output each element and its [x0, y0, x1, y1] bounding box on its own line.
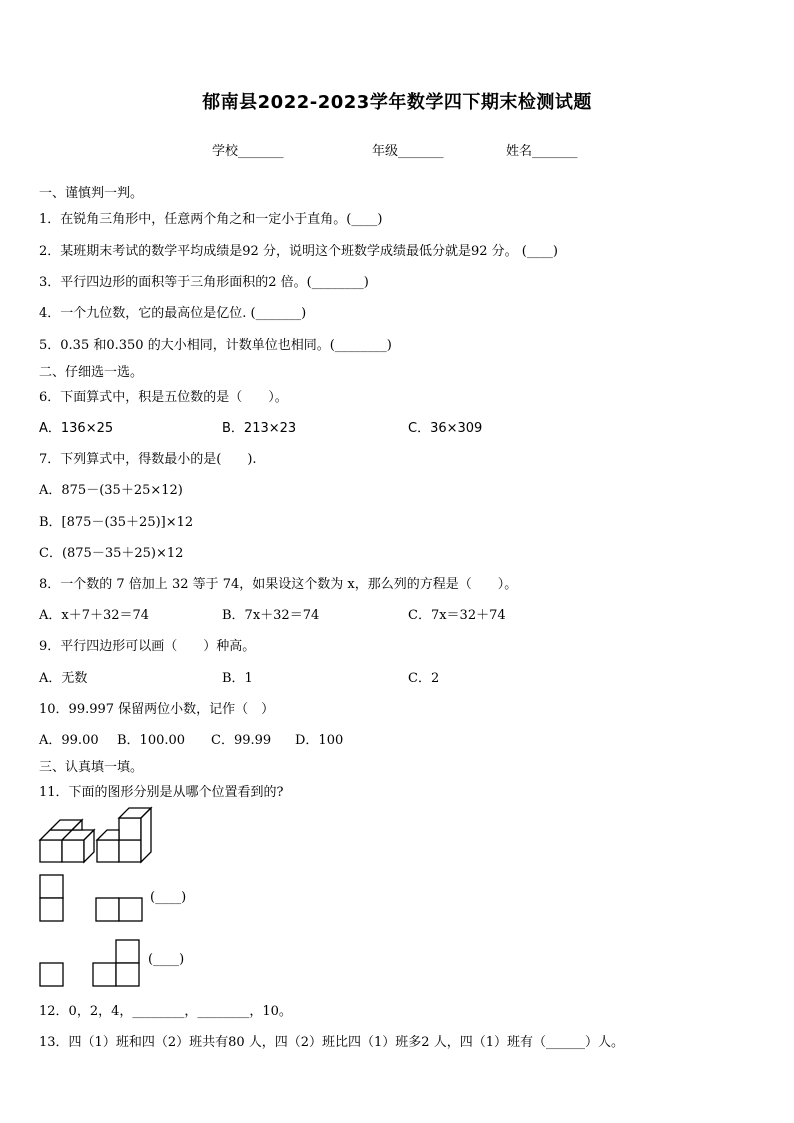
- cube-figure-left: [40, 820, 94, 862]
- question-9: 9．平行四边形可以画（ ）种高。: [39, 639, 256, 654]
- q9-option-c: C．2: [408, 671, 440, 686]
- q6-option-a: A．136×25: [39, 421, 114, 436]
- q10-option-d: D．100: [295, 733, 344, 748]
- question-11: 11．下面的图形分别是从哪个位置看到的?: [39, 785, 284, 800]
- question-2: 2．某班期末考试的数学平均成绩是92 分，说明这个班数学成绩最低分就是92 分。 (____): [39, 244, 558, 259]
- q11-blank-2: (____): [148, 952, 185, 967]
- q6-option-b: B．213×23: [222, 421, 297, 436]
- section-heading-2: 二、仔细选一选。: [39, 365, 144, 380]
- view-shape-4: [93, 940, 139, 986]
- section-heading-3: 三、认真填一填。: [39, 760, 144, 775]
- q9-option-a: A．无数: [39, 671, 88, 686]
- q8-option-c: C．7x＝32＋74: [408, 608, 506, 623]
- q7-option-c: C．(875－35＋25)×12: [39, 546, 184, 561]
- question-3: 3．平行四边形的面积等于三角形面积的2 倍。(________): [39, 275, 369, 290]
- q8-option-b: B．7x＋32＝74: [222, 608, 320, 623]
- question-1: 1．在锐角三角形中，任意两个角之和一定小于直角。(____): [39, 212, 383, 227]
- name-field: 姓名_______: [506, 144, 578, 159]
- question-10: 10．99.997 保留两位小数，记作（ ）: [39, 702, 275, 717]
- school-field: 学校_______: [212, 144, 284, 159]
- question-8: 8．一个数的 7 倍加上 32 等于 74，如果设这个数为 x，那么列的方程是（ ）。: [39, 577, 518, 592]
- grade-field: 年级_______: [372, 144, 444, 159]
- q10-option-c: C．99.99: [211, 733, 272, 748]
- section-heading-1: 一、谨慎判一判。: [39, 186, 144, 201]
- q9-option-b: B．1: [222, 671, 253, 686]
- cube-figure-right: [97, 808, 151, 862]
- q11-blank-1: (____): [150, 890, 187, 905]
- q6-option-c: C．36×309: [408, 421, 483, 436]
- question-5: 5．0.35 和0.350 的大小相同，计数单位也相同。(________): [39, 338, 392, 353]
- q10-option-a: A．99.00: [39, 733, 99, 748]
- question-6: 6．下面算式中，积是五位数的是（ ）。: [39, 390, 288, 405]
- view-shape-3: [40, 963, 63, 986]
- question-7: 7．下列算式中，得数最小的是( ).: [39, 452, 257, 467]
- question-12: 12．0，2，4，________，________，10。: [39, 1004, 292, 1019]
- q10-option-b: B．100.00: [117, 733, 186, 748]
- q8-option-a: A．x＋7＋32＝74: [39, 608, 150, 623]
- q7-option-b: B．[875－(35＋25)]×12: [39, 515, 194, 530]
- question-4: 4．一个九位数，它的最高位是亿位. (_______): [39, 306, 307, 321]
- page-title: 郁南县2022-2023学年数学四下期末检测试题: [202, 92, 592, 113]
- view-shape-1: [40, 875, 63, 921]
- view-shape-2: [96, 898, 142, 921]
- q7-option-a: A．875－(35＋25×12): [39, 483, 183, 498]
- question-13: 13．四（1）班和四（2）班共有80 人，四（2）班比四（1）班多2 人，四（1）班有（______）人。: [39, 1035, 624, 1050]
